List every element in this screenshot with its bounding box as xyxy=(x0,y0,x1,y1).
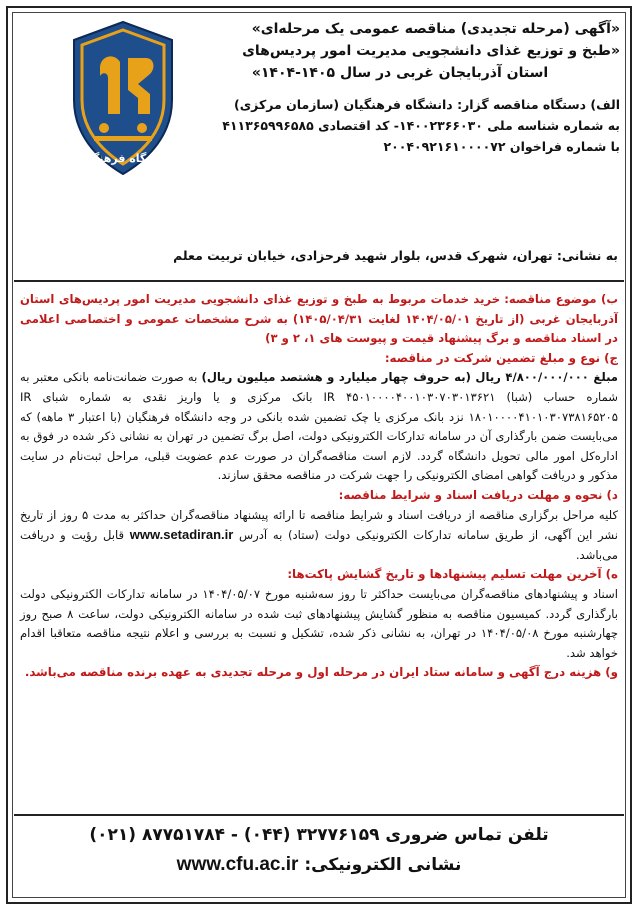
section-b-text: خرید خدمات مربوط به طبخ و توزیع غذای دانشجویی مدیریت امور پردیس‌های استان آذربایجان غربی (از تاریخ ۱۴۰۴/۰۵/۰۱ لغایت ۱۴۰۵/۰۴/۳۱) به شرح مشخصات عمومی و اختصاصی اعلامی در اسناد مناقصه و برگ پیشنهاد قیمت و پیوست های ۱، ۲ و ۳) xyxy=(20,292,618,346)
section-e-text: اسناد و پیشنهادهای مناقصه‌گران می‌بایست حداکثر تا روز سه‌شنبه مورخ ۱۴۰۴/۰۵/۰۷ در سامانه تدارکات الکترونیکی دولت بارگذاری گردد. کمیسیون مناقصه به منظور گشایش پیشنهادهای ثبت شده در سامانه الکترونیکی دولت، ساعت ۸ صبح روز چهارشنبه مورخ ۱۴۰۴/۰۵/۰۸ در تهران، به نشانی ذکر شده، تشکیل و نسبت به بررسی و اعلام نتیجه مناقصه متعاقبا اقدام خواهد شد. xyxy=(20,586,619,660)
section-c xyxy=(20,368,618,486)
cfu-website-link[interactable]: www.cfu.ac.ir xyxy=(176,854,299,875)
title-line-2: «طبخ و توزیع غذای دانشجویی مدیریت امور پردیس‌های xyxy=(242,43,620,59)
national-and-economic-ids: به شماره شناسه ملی ۱۴۰۰۲۳۶۶۰۳۰- کد اقتصادی ۴۱۱۳۶۵۹۹۶۵۸۵ xyxy=(222,118,620,133)
advertisement-page xyxy=(6,6,632,904)
section-f-text: و) هزینه درج آگهی و سامانه ستاد ایران در مرحله اول و مرحله تجدیدی به عهده برنده مناقصه می‌باشد. xyxy=(24,665,618,680)
email-line xyxy=(8,850,630,880)
section-c-text: به صورت ضمانت‌نامه بانکی معتبر به شماره حساب (شبا) IR ۴۵۰۱۰۰۰۰۴۰۰۱۰۳۰۷۰۳۰۱۳۶۲۱ بانک مرکزی و یا واریز نقدی به شماره شبای IR ۱۸۰۱۰۰۰۰۴۱۰۱۰۳۰۷۳۸۱۶۵۲۰۵ نزد بانک مرکزی یا چک تضمین شده بانکی در وجه دانشگاه فرهنگیان (با اعتبار ۳ ماهه) که می‌بایست ضمن بارگذاری آن در سامانه تدارکات الکترونیکی دولت، اصل برگ تضمین در تهران به نشانی ذکر شده در فوق به اداره‌کل امور مالی تحویل دانشگاه گردد. لازم است مناقصه‌گران در صورت عدم عضویت قبلی، مراحل ثبت‌نام در سایت مذکور و دریافت گواهی امضای الکترونیکی را جهت شرکت در مناقصه محقق سازند. xyxy=(20,370,619,483)
title-line-3: استان آذربایجان غربی در سال ۱۴۰۵-۱۴۰۴» xyxy=(251,65,549,81)
section-e-heading: ه) آخرین مهلت تسلیم پیشنهادها و تاریخ گشایش پاکت‌ها: xyxy=(287,567,618,582)
logo-text: دانشگاه فرهنگیان xyxy=(74,152,172,165)
section-d-tail: قابل رؤیت و دریافت می‌باشد. xyxy=(20,528,618,562)
tender-body xyxy=(20,290,618,683)
divider-bottom xyxy=(14,814,624,816)
call-number: با شماره فراخوان ۲۰۰۴۰۹۲۱۶۱۰۰۰۰۷۲ xyxy=(383,139,620,154)
guarantee-amount: مبلغ ۴/۸۰۰/۰۰۰/۰۰۰ ریال (به حروف چهار میلیارد و هشتصد میلیون ریال) xyxy=(201,370,618,385)
section-c-heading: ج) نوع و مبلغ تضمین شرکت در مناقصه: xyxy=(384,350,618,365)
section-b xyxy=(20,290,618,349)
footer xyxy=(8,820,630,880)
university-logo xyxy=(64,18,182,180)
section-d-heading: د) نحوه و مهلت دریافت اسناد و شرایط مناقصه: xyxy=(338,487,618,502)
header xyxy=(180,18,620,157)
section-d-text: کلیه مراحل برگزاری مناقصه از دریافت اسناد و شرایط مناقصه تا ارائه پیشنهاد مناقصه‌گران حداکثر به مدت ۵ روز از تاریخ نشر این آگهی، از طریق سامانه تدارکات الکترونیکی دولت (ستاد) به آدرس xyxy=(20,507,618,543)
title-line-1: «آگهی (مرحله تجدیدی) مناقصه عمومی یک مرحله‌ای» xyxy=(251,21,620,37)
contact-phone: تلفن تماس ضروری ۳۲۷۷۶۱۵۹ (۰۴۴) - ۸۷۷۵۱۷۸۴ (۰۲۱) xyxy=(89,825,549,845)
setadiran-link[interactable]: www.setadiran.ir xyxy=(129,527,234,543)
organizer: الف) دستگاه مناقصه گزار: دانشگاه فرهنگیان (سازمان مرکزی) xyxy=(234,97,620,112)
divider-top xyxy=(14,280,624,282)
email-label: نشانی الکترونیکی: xyxy=(304,855,462,875)
address: به نشانی: تهران، شهرک قدس، بلوار شهید فرحزادی، خیابان تربیت معلم xyxy=(173,248,618,263)
section-b-heading: ب) موضوع مناقصه: xyxy=(504,292,618,306)
section-d xyxy=(20,506,618,566)
